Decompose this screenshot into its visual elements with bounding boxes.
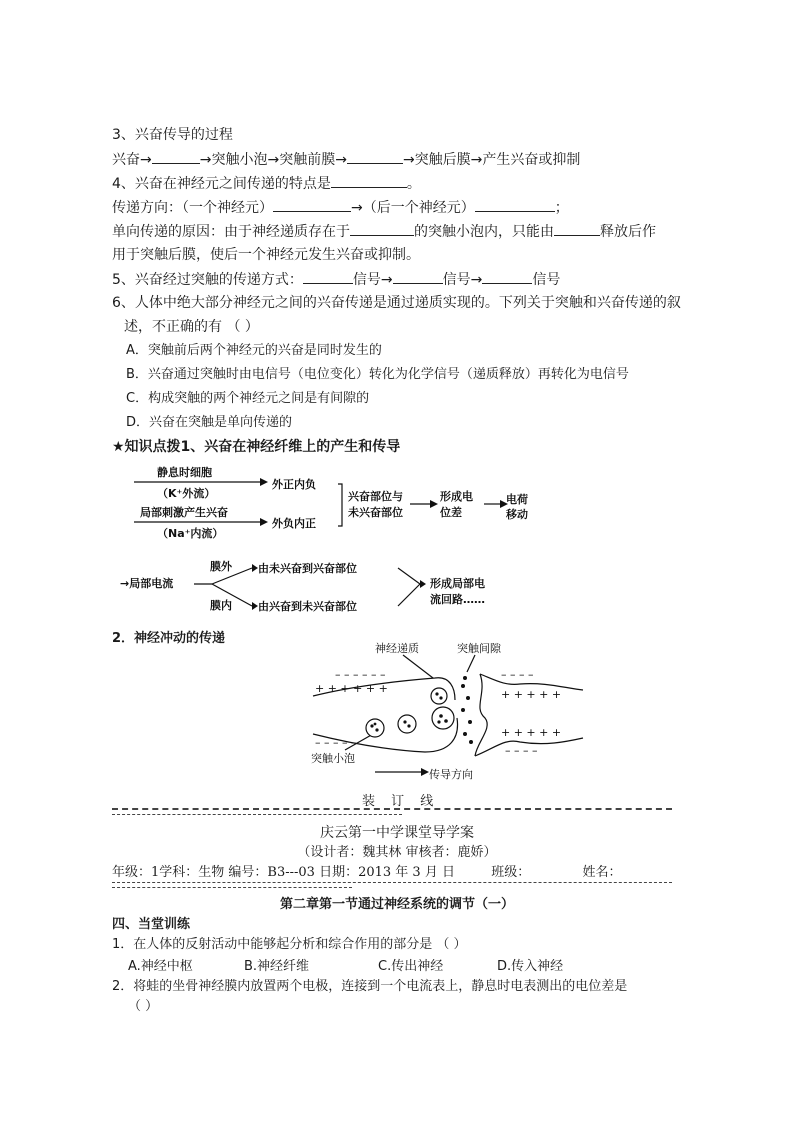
- one-way-reason-line2: 用于突触后膜，使后一个神经元发生兴奋或抑制。: [112, 247, 420, 263]
- blank: [331, 173, 407, 188]
- option-c: C．构成突触的两个神经元之间是有间隙的: [126, 391, 370, 406]
- s5-part-3: 信号→: [442, 272, 483, 288]
- reason-part-2: 的突触小泡内，只能由: [414, 224, 554, 240]
- inner-direction-label: 由兴奋到未兴奋部位: [258, 600, 357, 613]
- conduction-direction-label: 传导方向: [429, 768, 473, 781]
- practice-question-2: 2．将蛙的坐骨神经膜内放置两个电极，连接到一个电流表上，静息时电表测出的电位差是: [112, 979, 628, 994]
- s5-part-1: 5、兴奋经过突触的传递方式：: [112, 272, 303, 288]
- header-dash-line-short: [112, 887, 352, 888]
- one-way-reason: [112, 221, 656, 242]
- grade-subject-info: 年级：1学科：生物 编号：B3---03 日期：2013 年 3 月 日: [112, 865, 455, 880]
- s4-heading-end: 。: [406, 176, 421, 192]
- knowledge-title: ★知识点拨1、兴奋在神经纤维上的产生和传导: [112, 439, 401, 455]
- membrane-inner-label: 膜内: [210, 599, 232, 612]
- blank: [482, 269, 532, 284]
- section-5: [112, 269, 560, 290]
- s5-part-2: 信号→: [352, 272, 393, 288]
- current-loop-label-2: 流回路……: [430, 593, 485, 606]
- flow-part-3: →突触后膜→产生兴奋或抑制: [402, 152, 581, 168]
- excitation-flow-diagram: [112, 460, 572, 620]
- excited-part-label: 兴奋部位与: [348, 490, 403, 503]
- option-d: D．兴奋在突触是单向传递的: [126, 415, 293, 430]
- q1-option-c: C.传出神经: [378, 959, 444, 974]
- practice-heading: 四、当堂训练: [112, 917, 191, 932]
- section-6-question: 6、人体中绝大部分神经元之间的兴奋传递是通过递质实现的。下列关于突触和兴奋传递的叙: [112, 295, 681, 311]
- svg-text:– – – –: – – – –: [501, 668, 534, 681]
- section-6-question-line2: 述，不正确的有 （ ）: [124, 319, 259, 335]
- binding-dash-line: [112, 808, 672, 810]
- practice-question-1: 1．在人体的反射活动中能够起分析和综合作用的部分是 （ ）: [112, 937, 467, 952]
- outer-negative-label: 外负内正: [272, 517, 316, 530]
- synaptic-cleft-label: 突触间隙: [457, 642, 501, 655]
- potential-diff-label: 形成电: [440, 490, 473, 503]
- name-label: 姓名：: [582, 865, 622, 880]
- lesson-title: 第二章第一节通过神经系统的调节（一）: [279, 897, 514, 912]
- blank: [152, 149, 200, 164]
- transmission-direction: [112, 197, 569, 218]
- blank: [273, 197, 351, 212]
- local-stimulus-label: 局部刺激产生兴奋: [140, 506, 228, 519]
- class-info-row: [112, 864, 622, 882]
- unexcited-part-label: 未兴奋部位: [348, 506, 403, 519]
- flow-part-1: 兴奋→: [112, 152, 152, 168]
- s4-heading-text: 4、兴奋在神经元之间传递的特点是: [112, 176, 331, 192]
- blank: [475, 197, 555, 212]
- designer-info: （设计者：魏其林 审核者：鹿娇）: [297, 845, 497, 860]
- reason-part-1: 单向传递的原因：由于神经递质存在于: [112, 224, 350, 240]
- nerve-impulse-title: 2．神经冲动的传递: [112, 631, 226, 646]
- blank: [347, 149, 403, 164]
- q1-option-a: A.神经中枢: [128, 959, 193, 974]
- blank: [350, 221, 414, 236]
- svg-text:+ + + + +: + + + + +: [501, 688, 562, 701]
- outer-positive-label: 外正内负: [272, 478, 316, 491]
- option-b: B．兴奋通过突触时由电信号（电位变化）转化为化学信号（递质释放）再转化为电信号: [126, 367, 629, 382]
- synapse-diagram: [305, 638, 590, 788]
- direction-part-2: →（后一个神经元）: [351, 200, 475, 216]
- resting-cell-label: 静息时细胞: [157, 466, 212, 479]
- svg-text:– – – – –: – – – – –: [315, 736, 357, 749]
- section-3-flow: [112, 149, 580, 170]
- section-3-heading: 3、兴奋传导的过程: [112, 127, 233, 143]
- neurotransmitter-label: 神经递质: [375, 642, 419, 655]
- synaptic-vesicle-label: 突触小泡: [311, 752, 355, 765]
- charge-move-label: 电荷: [506, 493, 528, 506]
- q1-option-d: D.传入神经: [497, 959, 564, 974]
- header-dash-line: [112, 882, 672, 883]
- school-title: 庆云第一中学课堂导学案: [320, 825, 474, 841]
- charge-move-label-2: 移动: [506, 508, 528, 521]
- option-a: A．突触前后两个神经元的兴奋是同时发生的: [126, 343, 382, 358]
- blank: [554, 221, 600, 236]
- k-outflow-label: （K⁺外流）: [157, 487, 216, 500]
- blank: [303, 269, 353, 284]
- blank: [393, 269, 443, 284]
- class-label: 班级：: [491, 865, 531, 880]
- outer-direction-label: 由未兴奋到兴奋部位: [258, 562, 357, 575]
- direction-part-1: 传递方向：（一个神经元）: [112, 200, 273, 216]
- reason-part-3: 释放后作: [600, 224, 656, 240]
- svg-text:– – – – – –: – – – – – –: [335, 668, 386, 681]
- practice-question-2-line2: （ ）: [128, 999, 159, 1014]
- svg-text:+ + + + +: + + + + +: [501, 726, 562, 739]
- svg-text:– – – –: – – – –: [505, 744, 538, 757]
- binding-line-label: 装 订 线: [362, 794, 440, 809]
- membrane-outer-label: 膜外: [210, 560, 232, 573]
- svg-text:+ + + + + +: + + + + + +: [315, 682, 388, 695]
- binding-dash-line-short: [112, 814, 402, 815]
- section-4-heading: [112, 173, 421, 194]
- current-loop-label: 形成局部电: [430, 577, 485, 590]
- q1-option-b: B.神经纤维: [244, 959, 310, 974]
- direction-part-3: ；: [554, 200, 569, 216]
- s5-part-4: 信号: [532, 272, 561, 288]
- local-current-label: →局部电流: [120, 577, 174, 590]
- na-inflow-label: （Na⁺内流）: [157, 527, 224, 540]
- potential-diff-label-2: 位差: [440, 506, 462, 519]
- flow-part-2: →突触小泡→突触前膜→: [199, 152, 347, 168]
